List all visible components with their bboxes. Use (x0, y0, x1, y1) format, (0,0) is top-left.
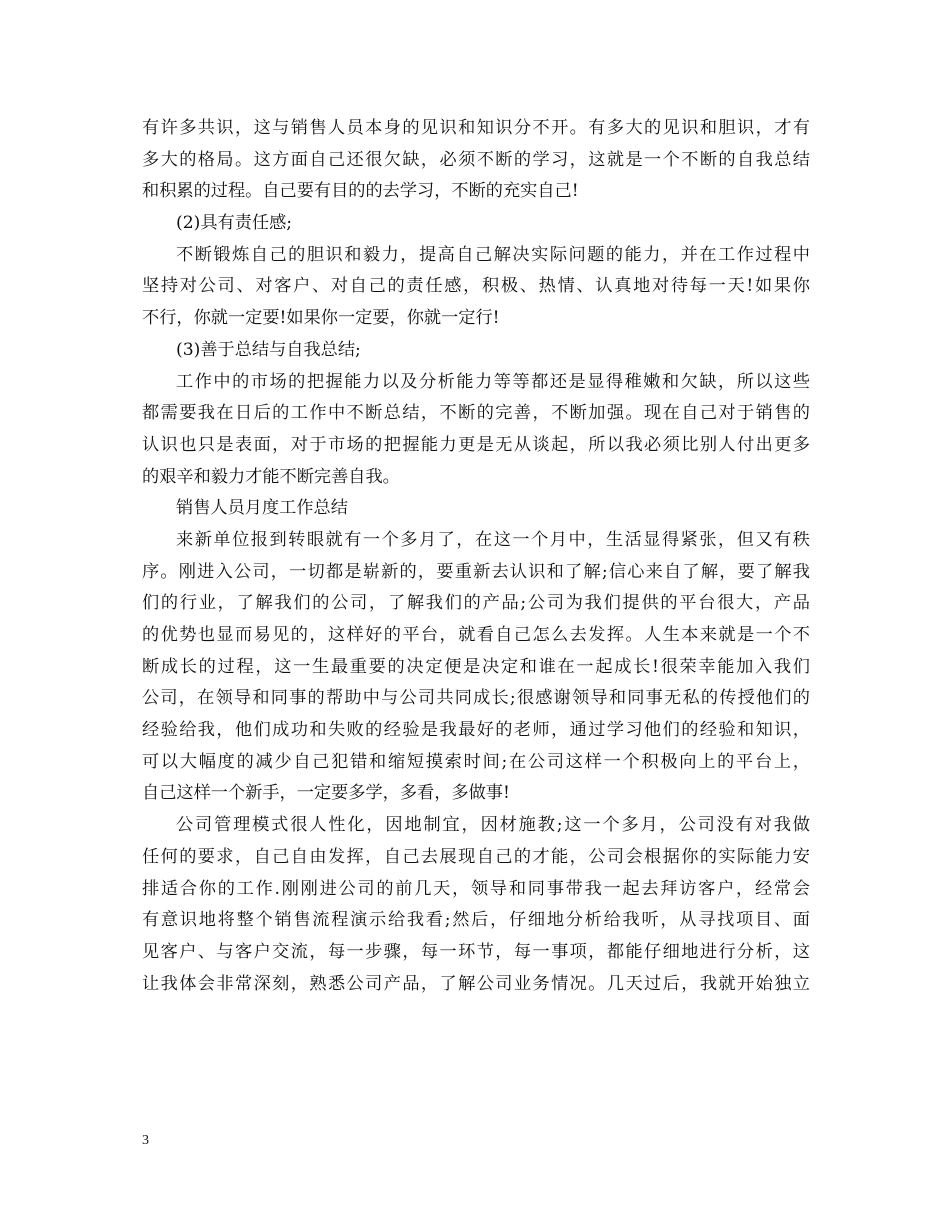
text-line: 排适合你的工作.刚刚进公司的前几天，领导和同事带我一起去拜访客户，经常会 (142, 878, 810, 899)
text-line: 可以大幅度的减少自己犯错和缩短摸索时间;在公司这样一个积极向上的平台上， (142, 751, 810, 772)
text-line: 公司管理模式很人性化，因地制宜，因材施教;这一个多月，公司没有对我做 (176, 815, 810, 836)
text-line: 让我体会非常深刻，熟悉公司产品，了解公司业务情况。几天过后，我就开始独立 (142, 973, 810, 994)
text-line: 任何的要求，自己自由发挥，自己去展现自己的才能，公司会根据你的实际能力安 (142, 846, 810, 867)
text-line: 经验给我，他们成功和失败的经验是我最好的老师，通过学习他们的经验和知识， (142, 720, 810, 741)
text-line: 都需要我在日后的工作中不断总结，不断的完善，不断加强。现在自己对于销售的 (142, 403, 810, 424)
page-number: 3 (142, 1133, 149, 1148)
text-line: 认识也只是表面，对于市场的把握能力更是无从谈起，所以我必须比别人付出更多 (142, 434, 810, 455)
text-line: 工作中的市场的把握能力以及分析能力等等都还是显得稚嫩和欠缺，所以这些 (176, 371, 810, 392)
text-line: 坚持对公司、对客户、对自己的责任感，积极、热情、认真地对待每一天!如果你 (142, 276, 810, 297)
text-line: 有意识地将整个销售流程演示给我看;然后，仔细地分析给我听，从寻找项目、面 (142, 910, 810, 931)
text-line: 们的行业，了解我们的公司，了解我们的产品;公司为我们提供的平台很大，产品 (142, 593, 810, 614)
text-line: 多大的格局。这方面自己还很欠缺，必须不断的学习，这就是一个不断的自我总结 (142, 149, 810, 170)
text-line: 见客户、与客户交流，每一步骤，每一环节，每一事项，都能仔细地进行分析，这 (142, 941, 810, 962)
text-line: 来新单位报到转眼就有一个多月了，在这一个月中，生活显得紧张，但又有秩 (176, 529, 810, 550)
text-line: 和积累的过程。自己要有目的的去学习，不断的充实自己! (142, 181, 579, 202)
text-line: 不断锻炼自己的胆识和毅力，提高自己解决实际问题的能力，并在工作过程中 (176, 244, 810, 265)
text-line: 断成长的过程，这一生最重要的决定便是决定和谁在一起成长!很荣幸能加入我们 (142, 656, 810, 677)
text-line: 有许多共识，这与销售人员本身的见识和知识分不开。有多大的见识和胆识，才有 (142, 118, 810, 138)
text-line: 自己这样一个新手，一定要多学，多看，多做事! (142, 783, 510, 804)
text-line: (3)善于总结与自我总结; (176, 339, 361, 360)
text-line: 公司，在领导和同事的帮助中与公司共同成长;很感谢领导和同事无私的传授他们的 (142, 688, 810, 709)
text-line: 的艰辛和毅力才能不断完善自我。 (142, 466, 400, 487)
text-line: 的优势也显而易见的，这样好的平台，就看自己怎么去发挥。人生本来就是一个不 (142, 625, 810, 645)
text-line: 序。刚进入公司，一切都是崭新的，要重新去认识和了解;信心来自了解，要了解我 (142, 561, 810, 582)
text-line: 不行，你就一定要!如果你一定要，你就一定行! (142, 308, 500, 329)
text-line: (2)具有责任感; (176, 213, 293, 234)
section-heading: 销售人员月度工作总结 (176, 498, 348, 519)
document-body (142, 113, 810, 1000)
